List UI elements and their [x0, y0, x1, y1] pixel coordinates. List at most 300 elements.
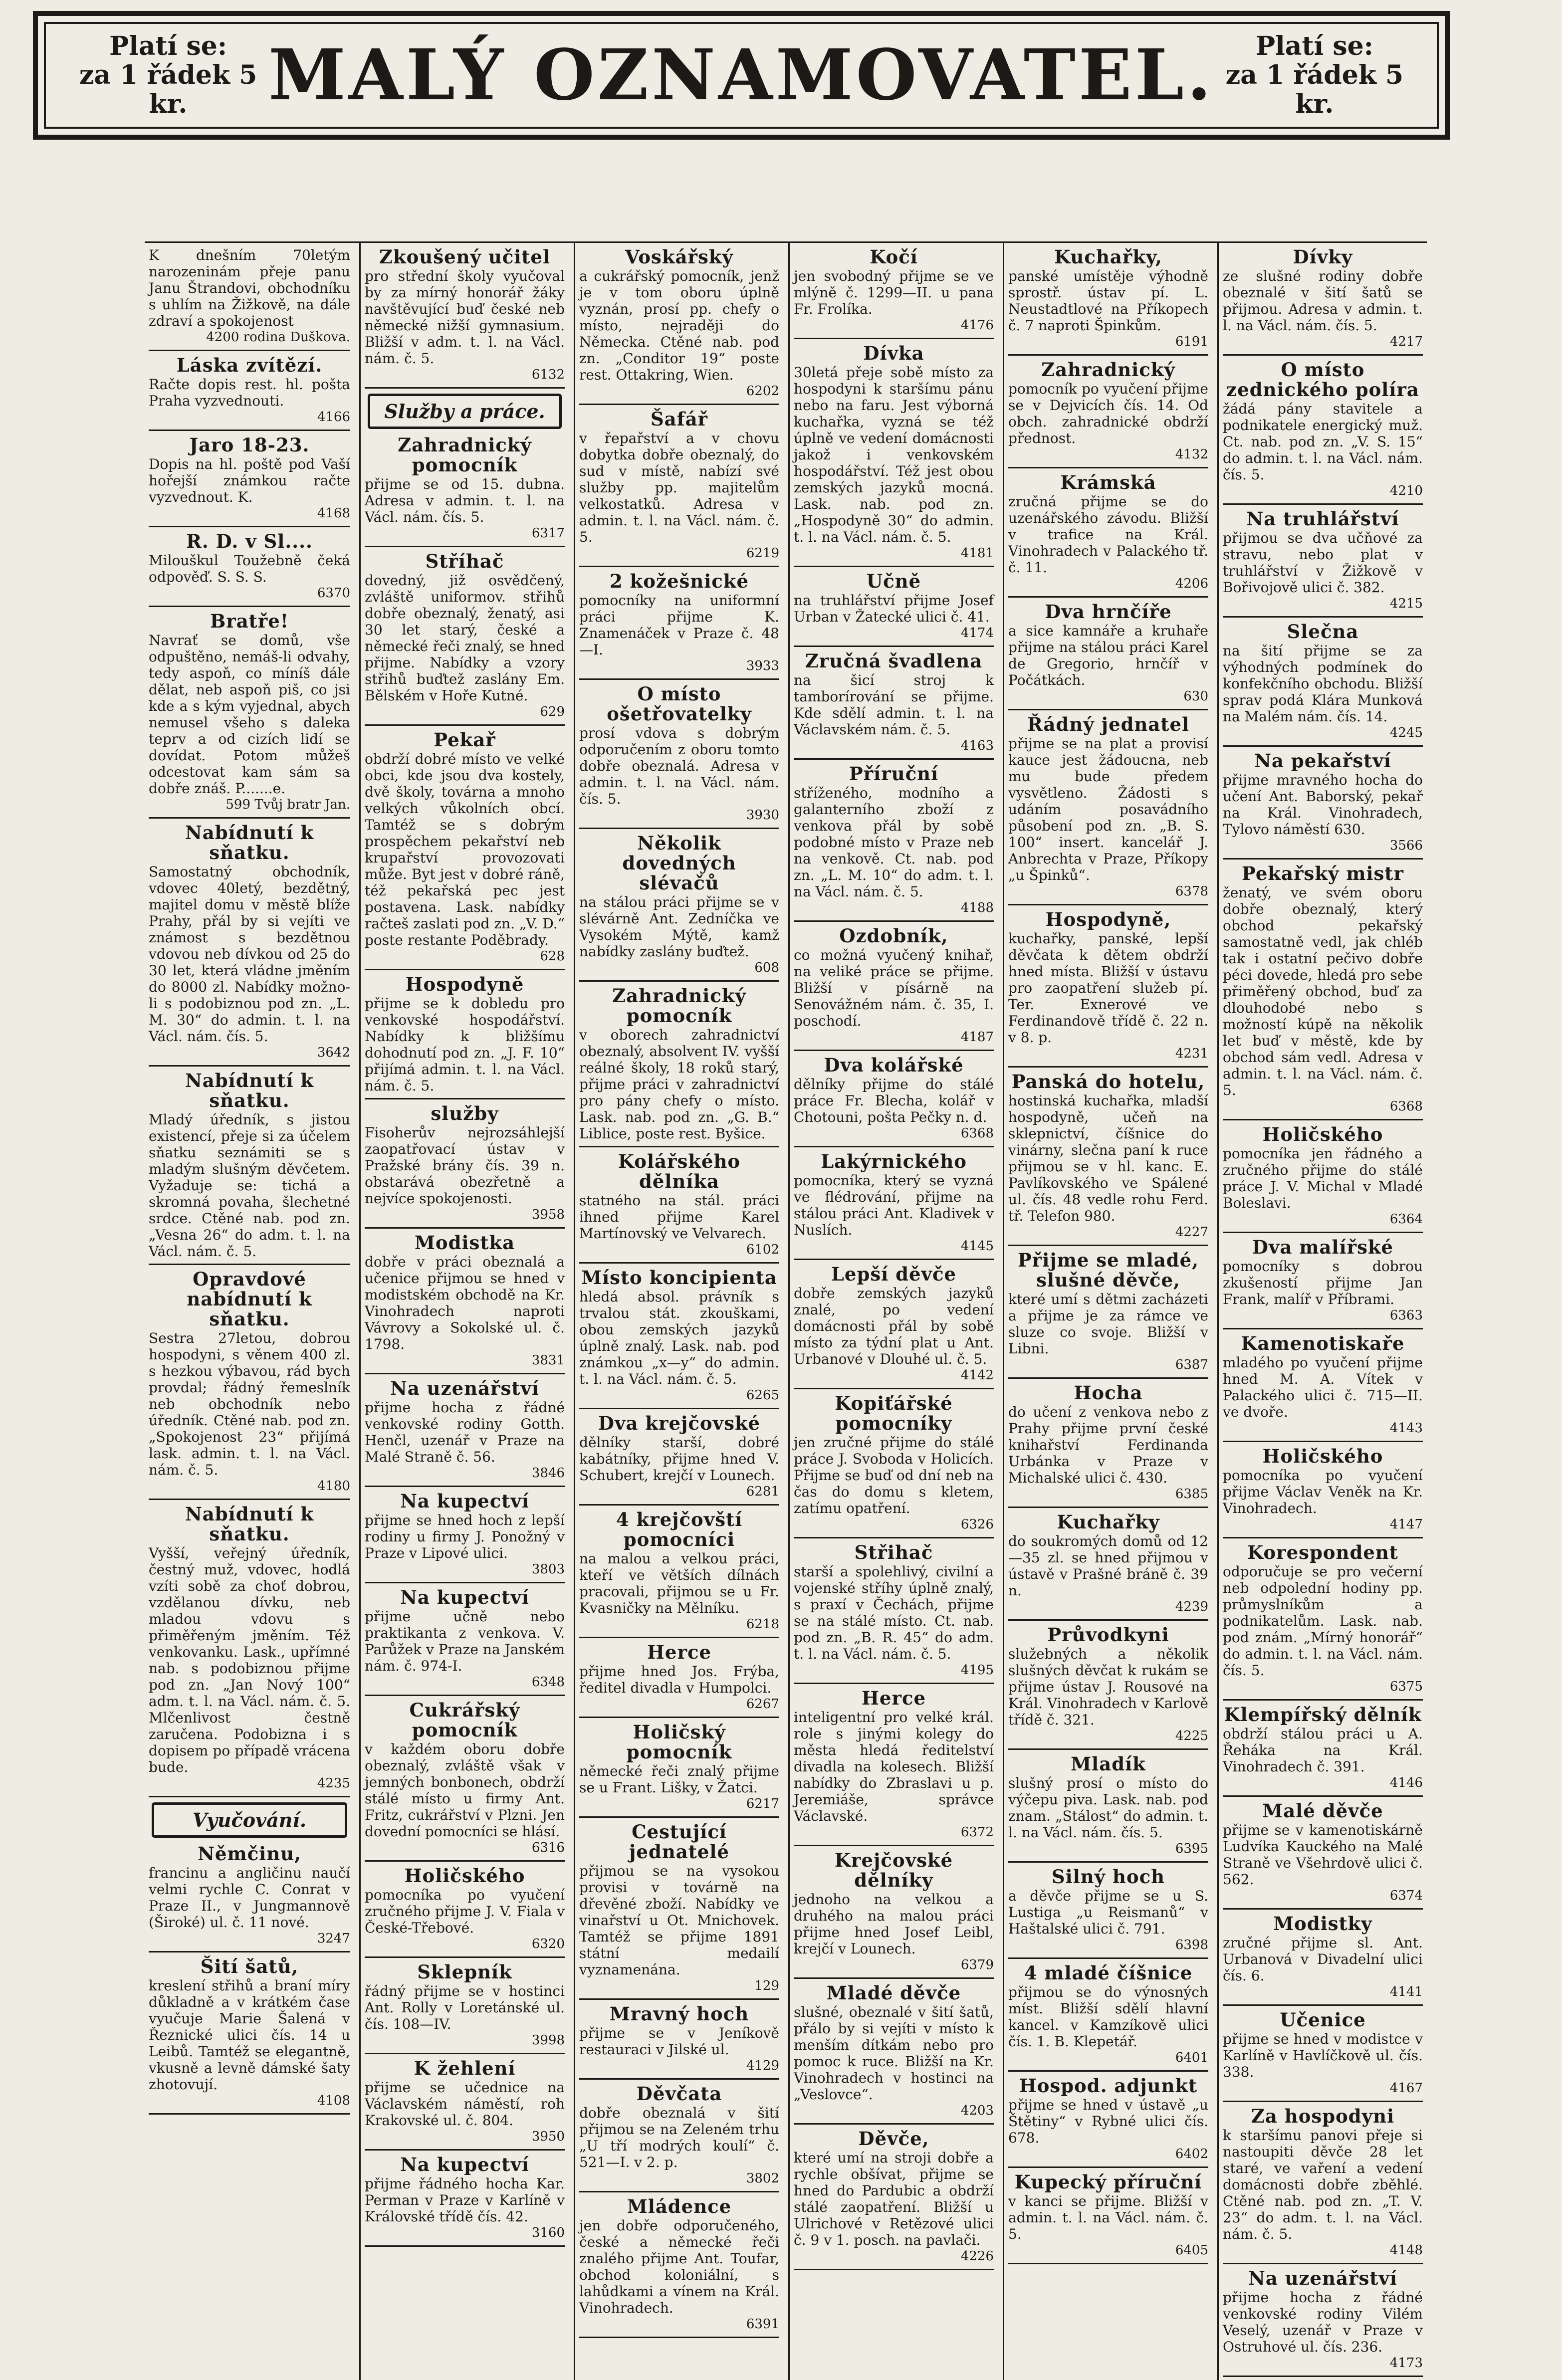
classified-ad	[365, 1490, 565, 1583]
classified-ad	[579, 1150, 779, 1264]
classified-ad	[1008, 246, 1208, 356]
classified-ad	[1223, 1541, 1423, 1701]
ad-heading: Cestující jednatelé	[629, 1821, 729, 1863]
ad-heading: Dva hrnčíře	[1045, 601, 1172, 623]
ad-heading: Láska zvítězí.	[176, 354, 323, 376]
classified-ad	[1223, 1913, 1423, 2006]
ad-heading: Zahradnický pomocník	[612, 985, 746, 1027]
ad-text: jen zručné přijme do stálé práce J. Svoboda v Holicích. Přijme se buď od dní neb na čas do domu s kletem, zatímu opatření.	[794, 1434, 994, 1516]
classified-ad	[794, 925, 994, 1051]
ad-heading: Mladé děvče	[826, 1982, 961, 2004]
section-heading: Vyučování.	[152, 1802, 347, 1838]
ad-reference-number: 4173	[1389, 2356, 1423, 2371]
ad-reference-number: 4203	[960, 2103, 994, 2118]
ad-reference-number: 6267	[746, 1697, 779, 1712]
classified-ad	[149, 822, 350, 1067]
ad-reference-number: 4141	[1389, 1984, 1423, 1999]
classified-ad	[1008, 471, 1208, 598]
column-6	[1217, 243, 1427, 2380]
ad-text: odporučuje se pro večerní neb odpolední hodiny pp. průmyslníkům a podnikatelům. Lask. nab. pod znám. „Mírný honorář“ do admin. t. l. na Václ. nám. čís. 5.	[1223, 1563, 1423, 1679]
ad-text: obdrží stálou práci u A. Řeháka na Král. Vinohradech č. 391.	[1223, 1726, 1423, 1775]
ad-reference-number: 6398	[1175, 1938, 1208, 1952]
ad-heading: Hospodyně	[405, 973, 524, 995]
classified-ad	[1223, 359, 1423, 505]
ad-reference-number: 628	[540, 949, 565, 964]
ad-heading: Několik dovedných slévačů	[622, 832, 736, 894]
ad-heading: Zahradnický pomocník	[398, 434, 532, 476]
ad-heading: Herce	[861, 1687, 926, 1709]
ad-reference-number: 4143	[1389, 1421, 1423, 1436]
ad-heading: Malé děvče	[1262, 1800, 1383, 1822]
ad-heading: Šití šatů,	[200, 1955, 299, 1977]
ad-reference-number: 3933	[746, 658, 779, 673]
ad-text: a děvče přijme se u S. Lustiga „u Reismanů“ v Haštalské ulici č. 791.	[1008, 1888, 1208, 1937]
classified-ad	[149, 354, 350, 431]
ad-text: hostinská kuchařka, mladší hospodyně, učeň na sklepnictví, číšnice do vinárny, slečna paní k ruce přijmou se v hl. kanc. E. Pavlíkovského ve Spálené ul. čís. 48 vedle rohu Ferd. tř. Telefon 980.	[1008, 1092, 1208, 1224]
classified-ad	[579, 246, 779, 405]
ad-heading: Zahradnický	[1041, 359, 1175, 381]
ad-text: pomocníka, který se vyzná ve flédrování, přijme na stálou práci Ant. Kladivek v Nuslích.	[794, 1172, 994, 1238]
ad-reference-number: 6385	[1175, 1487, 1208, 1502]
ad-reference-number: 4167	[1389, 2081, 1423, 2096]
ad-text: přijme se v kamenotiskárně Ludvíka Kauckého na Malé Straně ve Všehrdově ulici č. 562.	[1223, 1822, 1423, 1888]
classified-ad	[1223, 508, 1423, 618]
ad-heading: Nabídnutí k sňatku.	[185, 822, 314, 864]
ad-text: přijmou se do výnosných míst. Bližší sdělí hlavní kancel. v Kamzíkově ulici čís. 1. B. Klepetář.	[1008, 1984, 1208, 2050]
ad-text: hledá absol. právník s trvalou stát. zkouškami, obou zemských jazyků úplně znalý. Lask. nab. pod známkou „x—y“ do admin. t. l. na Václ. nám. č. 5.	[579, 1289, 779, 1387]
ad-text: v kanci se přijme. Bližší v admin. t. l. na Václ. nám. č. 5.	[1008, 2193, 1208, 2242]
classified-ad	[365, 1586, 565, 1696]
classified-ad	[365, 973, 565, 1099]
ad-text: K dnešním 70letým narozeninám přeje panu Janu Štrandovi, obchodníku s uhlím na Žižkově, na dále zdraví a spokojenost	[149, 247, 350, 329]
ad-text: Fisoherův nejrozsáhlejší zaopatřovací ústav v Pražské brány čís. 39 n. obstarává obezřetně a nejvíce spokojenosti.	[365, 1124, 565, 1207]
ad-heading: Holičského	[1262, 1123, 1383, 1145]
ad-heading: Krejčovské dělníky	[834, 1849, 953, 1891]
classified-ad	[365, 1232, 565, 1374]
ad-reference-number: 4217	[1389, 334, 1423, 349]
ad-text: přijme se hned v ústavě „u Štětiny“ v Rybné ulici čís. 678.	[1008, 2097, 1208, 2146]
ad-reference-number: 4163	[960, 738, 994, 753]
section-heading: Služby a práce.	[368, 394, 562, 429]
ad-reference-number: 6219	[746, 546, 779, 561]
ad-text: dobře obeznalá v šití přijmou se na Zeleném trhu „U tří modrých koulí“ č. 521—I. v 2. p.	[579, 2105, 779, 2170]
ad-reference-number: 6378	[1175, 884, 1208, 899]
ad-reference-number: 6379	[960, 1957, 994, 1972]
ad-reference-number: 6326	[960, 1517, 994, 1532]
classified-ad	[149, 1070, 350, 1265]
ad-reference-number: 4145	[960, 1239, 994, 1254]
ad-reference-number: 4146	[1389, 1775, 1423, 1790]
ad-reference-number: 4227	[1175, 1225, 1208, 1240]
ad-reference-number: 4245	[1389, 725, 1423, 740]
ad-heading: Kopiťářské pomocníky	[835, 1392, 953, 1434]
ad-heading: Učně	[866, 570, 921, 592]
classified-ad	[365, 1961, 565, 2054]
ad-text: přijme se na plat a provisí kauce jest žádoucna, neb mu bude předem vysvětleno. Žádosti s udáním posavádního působení pod zn. „B. S. 100“ insert. kancelář J. Anbrechta v Praze, Příkopy „u Špinků“.	[1008, 735, 1208, 883]
ad-reference-number: 3160	[531, 2225, 565, 2240]
ad-text: Dopis na hl. poště pod Vaší hořejší známkou račte vyzvednout. K.	[149, 456, 350, 505]
ad-text: Mladý úředník, s jistou existencí, přeje si za účelem sňatku seznámiti se s mladým slušným děvčetem. Vyžaduje se: tichá a skromná povaha, šlechetné srdce. Ctěné nab. pod zn. „Vesna 26“ do adm. t. l. na Václ. nám. č. 5.	[149, 1111, 350, 1260]
classified-ad	[1223, 1704, 1423, 1797]
ad-text: přijme se učednice na Václavském náměstí, roh Krakovské ul. č. 804.	[365, 2079, 565, 2129]
classified-ad	[794, 342, 994, 567]
ad-text: a cukrářský pomocník, jenž je v tom oboru úplně vyznán, prosí pp. chefy o místo, nejraději do Německa. Ctěné nab. pod zn. „Conditor 19“ poste rest. Ottakring, Wien.	[579, 268, 779, 383]
ad-reference-number: 4174	[960, 626, 994, 641]
ad-text: jen dobře odporučeného, české a německé řeči znalého přijme Ant. Toufar, obchod koloniální, s lahůdkami a vínem na Král. Vinohradech.	[579, 2217, 779, 2316]
ad-heading: Nabídnutí k sňatku.	[185, 1503, 314, 1545]
ad-text: přijmou se na vysokou provisi v továrně na dřevěné zboží. Nabídky ve vinařství u Ot. Mnichovek. Tamtéž se přijme 1891 státní medailí vyznamenána.	[579, 1863, 779, 1978]
column-4	[788, 243, 998, 2380]
ad-text: 30letá přeje sobě místo za hospodyni k staršímu pánu nebo na faru. Jest výborná kuchařka, vyzná se též úplně ve vedení domácnosti jakož i venkovském hospodářství. Též jest obou zemských jazyků mocná. Lask. nab. pod zn. „Hospodyně 30“ do admin. t. l. na Václ. nám. č. 5.	[794, 364, 994, 545]
ad-text: dobře zemských jazyků znalé, po vedení domácnosti přál by sobě místo za týdní plat u Ant. Urbanové v Dlouhé ul. č. 5.	[794, 1285, 994, 1367]
classified-ad	[579, 2083, 779, 2192]
ad-text: německé řeči znalý přijme se u Frant. Lišky, v Žatci.	[579, 1763, 779, 1796]
classified-ad	[1008, 1962, 1208, 2072]
ad-heading: Dívky	[1293, 246, 1353, 268]
classified-columns	[145, 241, 1427, 2371]
classified-ad	[794, 2128, 994, 2270]
ad-reference-number: 6218	[746, 1617, 779, 1632]
classified-ad	[579, 570, 779, 680]
ad-text: přijme učně nebo praktikanta z venkova. V. Parůžek v Praze na Janském nám. č. 974-I.	[365, 1608, 565, 1674]
ad-text: dělníky přijme do stálé práce Fr. Blecha, kolář v Chotouni, pošta Pečky n. d.	[794, 1076, 994, 1125]
ad-reference-number: 129	[754, 1978, 779, 1993]
ad-reference-number: 6370	[317, 586, 350, 601]
classified-ad	[365, 2154, 565, 2247]
ad-text: inteligentní pro velké král. role s jinými kolegy do města hledá ředitelství divadla na kolesech. Bližší nabídky do Zbraslavi u p. Jeremiáše, správce Václavské.	[794, 1709, 994, 1824]
ad-heading: 4 mladé číšnice	[1024, 1962, 1193, 1984]
ad-heading: Panská do hotelu,	[1011, 1071, 1205, 1092]
ad-text: ženatý, ve svém oboru dobře obeznalý, který obchod pekařský samostatně vedl, jak chléb tak i ostatní pečivo dobře péci dovede, hledá pro sebe přiměřený obchod, buď za dlouhodobé nebo s možností kúpě na několik let buď v městě, kde by obchod sám vedl. Adresa v admin. t. l. na Václ. nám. č. 5.	[1223, 884, 1423, 1098]
ad-text: pro střední školy vyučoval by za mírný honorář žáky navštěvující buď české neb německé nižší gymnasium. Bližší v adm. t. l. na Václ. nám. č. 5.	[365, 268, 565, 367]
ad-heading: Jaro 18-23.	[189, 434, 310, 456]
ad-text: které umí na stroji dobře a rychle obšívat, přijme se hned do Pardubic a obdrží stálé zaopatření. Bližší u Ulrichové v Retězové ulici č. 9 v 1. posch. na pavlači.	[794, 2150, 994, 2248]
ad-heading: Hospod. adjunkt	[1019, 2075, 1198, 2097]
ad-heading: Silný hoch	[1051, 1866, 1165, 1888]
ad-reference-number: 6265	[746, 1388, 779, 1403]
ad-reference-number: 3803	[531, 1562, 565, 1577]
ad-text: pomocníky na uniformní práci přijme K. Znamenáček v Praze č. 48—I.	[579, 592, 779, 658]
ad-reference-number: 6348	[531, 1675, 565, 1690]
classified-ad	[579, 2195, 779, 2338]
classified-ad	[149, 1955, 350, 2115]
ad-heading: Modistka	[414, 1232, 515, 1254]
classified-ad	[149, 434, 350, 527]
classified-ad	[1223, 1123, 1423, 1233]
ad-heading: Holičského	[1262, 1445, 1383, 1467]
classified-ad	[579, 985, 779, 1147]
ad-reference-number: 3642	[317, 1045, 350, 1060]
ad-reference-number: 4108	[317, 2093, 350, 2108]
ad-reference-number: 4147	[1389, 1517, 1423, 1532]
classified-ad	[579, 1412, 779, 1506]
ad-text: a sice kamnáře a kruhaře přijme na stálou práci Karel de Gregorio, hrnčíř v Počátkách.	[1008, 623, 1208, 688]
ad-reference-number: 4210	[1389, 483, 1423, 498]
classified-ad	[365, 2057, 565, 2151]
ad-heading: Mravný hoch	[609, 2003, 749, 2025]
classified-ad	[365, 729, 565, 970]
ad-text: Sestra 27letou, dobrou hospodyni, s věnem 400 zl. s hezkou výbavou, rád bych provdal; řádný řemeslník neb obchodník nebo úředník. Ctěné nab. pod zn. „Spokojenost 23“ přijímá lask. admin. t. l. na Václ. nám. č. 5.	[149, 1330, 350, 1478]
classified-ad	[794, 1392, 994, 1538]
classified-ad	[365, 1377, 565, 1487]
classified-ad	[365, 550, 565, 726]
classified-ad	[1223, 1332, 1423, 1442]
ad-text: které umí s dětmi zacházeti a přijme je za rámce ve sluze co svoje. Bližší v Libni.	[1008, 1291, 1208, 1357]
classified-ad	[1008, 1624, 1208, 1750]
ad-heading: Kolářského dělníka	[618, 1150, 741, 1192]
ad-heading: Slečna	[1287, 621, 1359, 643]
ad-text: přijme mravného hocha do učení Ant. Baborský, pekař na Král. Vinohradech, Tylovo náměstí 630.	[1223, 772, 1423, 838]
ad-text: kuchařky, panské, lepší děvčata k dětem obdrží hned místa. Bližší v ústavu pro zaopatření služeb pí. Ter. Exnerové ve Ferdinandově třídě č. 22 n. v 8. p.	[1008, 930, 1208, 1046]
classified-ad	[794, 246, 994, 339]
ad-reference-number: 4181	[960, 546, 994, 561]
ad-text: přijme se hned v modistce v Karlíně v Havlíčkově ul. čís. 338.	[1223, 2031, 1423, 2080]
ad-heading: Místo koncipienta	[581, 1267, 777, 1289]
ad-heading: Ozdobník,	[839, 925, 948, 947]
classified-ad	[579, 1641, 779, 1718]
ad-reference-number: 6395	[1175, 1841, 1208, 1856]
ad-text: přijme se k dobledu pro venkovské hospodářství. Nabídky k bližšímu dohodnutí pod zn. „J. F. 10“ přijímá admin. t. l. na Václ. nám. č. 5.	[365, 995, 565, 1094]
ad-reference-number: 3831	[531, 1353, 565, 1368]
ad-reference-number: 608	[754, 960, 779, 975]
ad-reference-number: 6320	[531, 1937, 565, 1951]
ad-heading: Na truhlářství	[1246, 508, 1399, 530]
ad-heading: Lakýrnického	[821, 1150, 967, 1172]
ad-reference-number: 4142	[960, 1368, 994, 1383]
classified-ad	[579, 1267, 779, 1409]
ad-reference-number: 4168	[317, 506, 350, 521]
ad-heading: Modistky	[1273, 1913, 1372, 1935]
classified-ad	[1008, 601, 1208, 710]
ad-text: dovedný, již osvědčený, zvláště uniformov. střihů dobře obeznalý, ženatý, asi 30 let starý, české a německé řeči znalý, se hned přijme. Nabídky a vzory střihů buďtež zaslány Em. Bělském v Hoře Kutné.	[365, 572, 565, 704]
ad-text: do učení z venkova nebo z Prahy přijme první české knihařství Ferdinanda Urbánka v Praze v Michalské ulici č. 430.	[1008, 1404, 1208, 1486]
classified-ad	[1008, 1753, 1208, 1863]
classified-ad	[794, 763, 994, 922]
classified-ad	[149, 1843, 350, 1952]
ad-reference-number: 3566	[1389, 838, 1423, 853]
classified-ad	[1008, 1249, 1208, 1379]
ad-heading: Lepší děvče	[831, 1263, 957, 1285]
ad-heading: Kočí	[870, 246, 918, 268]
ad-text: v oborech zahradnictví obeznalý, absolvent IV. vyšší reálné školy, 18 roků starý, přijme práci v zahradnictví pro pány chefy o místo. Lask. nab. pod zn. „G. B.“ Liblice, poste rest. Byšice.	[579, 1027, 779, 1142]
ad-text: obdrží dobré místo ve velké obci, kde jsou dva kostely, dvě školy, továrna a mnoho velkých vůkolních obcí. Tamtéž se s dobrým prospěchem pekařství neb krupařství provozovati může. Byt jest v dobré ráně, též pekařská pec jest postavena. Lask. nabídky račteš zaslati pod zn. „V. D.“ poste restante Poděbrady.	[365, 751, 565, 948]
ad-reference-number: 4235	[317, 1776, 350, 1791]
ad-heading: Řádný jednatel	[1027, 713, 1190, 735]
ad-reference-number: 6375	[1389, 1679, 1423, 1694]
ad-reference-number: 6402	[1175, 2147, 1208, 2162]
ad-reference-number: 4188	[960, 900, 994, 915]
ad-text: starší a spolehlivý, civilní a vojenské stříhy úplně znalý, s praxí v Čechách, přijme se na stálé místo. Ct. nab. pod zn. „B. R. 45“ do adm. t. l. na Václ. nám. č. 5.	[794, 1563, 994, 1662]
classified-ad	[579, 832, 779, 982]
ad-reference-number: 6405	[1175, 2243, 1208, 2258]
ad-text: přijme hned Jos. Frýba, ředitel divadla v Humpolci.	[579, 1663, 779, 1696]
classified-ad	[1223, 2009, 1423, 2102]
ad-heading: O místo zednického políra	[1226, 359, 1419, 401]
ad-heading: Na uzenářství	[1248, 2267, 1397, 2289]
ad-text: dělníky starší, dobré kabátníky, přijme hned V. Schubert, krejčí v Lounech.	[579, 1434, 779, 1484]
ad-heading: Přijme se mladé, slušné děvče,	[1017, 1249, 1199, 1291]
ad-reference-number: 6364	[1389, 1212, 1423, 1227]
ad-text: pomocníka po vyučení zručného přijme J. V. Fiala v České-Třebové.	[365, 1887, 565, 1936]
ad-heading: Korespondent	[1247, 1541, 1398, 1563]
ad-text: služebných a několik slušných děvčat k rukám se přijme ústav J. Rousové na Král. Vinohradech v Karlově třídě č. 321.	[1008, 1646, 1208, 1728]
ad-heading: O místo ošetřovatelky	[607, 683, 752, 725]
ad-reference-number: 4200 rodina Duškova.	[206, 330, 350, 345]
classified-ad	[1223, 2105, 1423, 2264]
ad-reference-number: 6202	[746, 384, 779, 399]
ad-reference-number: 3802	[746, 2171, 779, 2186]
classified-ad	[365, 434, 565, 547]
ad-text: slušné, obeznalé v šití šatů, přálo by si vejíti v místo k menším dítkám nebo pro pomoc k ruce. Bližší na Kr. Vinohradech v hostinci na „Veslovce“.	[794, 2004, 994, 2103]
ad-text: pomocník po vyučení přijme se v Dejvicích čís. 14. Od obch. zahradnické obdrží přednost.	[1008, 381, 1208, 446]
ad-text: k staršímu panovi přeje si nastoupiti děvče 28 let staré, ve vaření a vedení domácnosti dobře zběhlé. Ctěné nab. pod zn. „T. V. 23“ do adm. t. l. na Václ. nám. č. 5.	[1223, 2127, 1423, 2242]
ad-text: Račte dopis rest. hl. pošta Praha vyzvednouti.	[149, 376, 350, 409]
ad-heading: 4 krejčovští pomocníci	[616, 1509, 743, 1550]
classified-ad	[1223, 621, 1423, 747]
ad-reference-number: 6387	[1175, 1357, 1208, 1372]
ad-text: pomocníka jen řádného a zručného přijme do stálé práce J. V. Michal v Mladé Boleslavi.	[1223, 1145, 1423, 1211]
classified-ad	[794, 1849, 994, 1979]
classified-ad	[1008, 1382, 1208, 1508]
ad-heading: Holičský pomocník	[626, 1721, 732, 1763]
ad-text: do soukromých domů od 12—35 zl. se hned přijmou v ústavě v Prašné bráně č. 39 n.	[1008, 1533, 1208, 1599]
ad-reference-number: 6368	[1389, 1099, 1423, 1114]
classified-ad	[1008, 2075, 1208, 2168]
ad-reference-number: 4215	[1389, 596, 1423, 611]
ad-heading: Zručná švadlena	[805, 650, 983, 672]
ad-reference-number: 6368	[960, 1126, 994, 1141]
ad-reference-number: 6217	[746, 1796, 779, 1811]
ad-heading: Nabídnutí k sňatku.	[185, 1070, 314, 1111]
classified-ad	[1223, 750, 1423, 860]
ad-heading: Kamenotiskaře	[1241, 1332, 1405, 1354]
ad-heading: Na kupectví	[400, 1490, 529, 1512]
ad-reference-number: 4225	[1175, 1729, 1208, 1743]
classified-ad	[794, 1982, 994, 2125]
ad-reference-number: 3930	[746, 808, 779, 823]
ad-heading: Děvče,	[858, 2128, 929, 2150]
ad-heading: 2 kožešnické	[610, 570, 749, 592]
masthead-banner	[33, 11, 1450, 140]
ad-heading: Průvodkyni	[1047, 1624, 1169, 1646]
classified-ad	[365, 246, 565, 389]
classified-ad	[1223, 2267, 1423, 2377]
classified-ad	[1008, 1511, 1208, 1621]
ad-heading: Na uzenářství	[390, 1377, 539, 1399]
ad-text: přijme hocha z řádné venkovské rodiny Gotth. Henčl, uzenář v Praze na Malé Straně č. 56.	[365, 1399, 565, 1465]
ad-heading: Děvčata	[636, 2083, 722, 2105]
ad-reference-number: 4180	[317, 1479, 350, 1494]
ad-heading: Za hospodyni	[1251, 2105, 1395, 2127]
ad-heading: služby	[431, 1102, 499, 1124]
classified-ad	[149, 610, 350, 819]
ad-text: přijme hocha z řádné venkovské rodiny Vilém Veselý, uzenář v Praze v Ostruhové ul. čís. 236.	[1223, 2289, 1423, 2355]
ad-text: na šití přijme se za výhodných podmínek do konfekčního obchodu. Bližší sprav podá Klára Munková na Malém nám. čís. 14.	[1223, 643, 1423, 725]
ad-text: Samostatný obchodník, vdovec 40letý, bezdětný, majitel domu v městě blíže Prahy, přál by si vejíti ve známost s bezdětnou vdovou neb dívkou od 25 do 30 let, která vládne jměním do 8000 zl. Nabídky možno-li s podobiznou pod zn. „L. M. 30“ do admin. t. l. na Václ. nám. čís. 5.	[149, 864, 350, 1045]
ad-text: jednoho na velkou a druhého na malou práci přijme hned Josef Leibl, krejčí v Lounech.	[794, 1891, 994, 1957]
classified-ad	[149, 1268, 350, 1500]
ad-heading: K žehlení	[414, 2057, 516, 2079]
classified-ad	[794, 1263, 994, 1389]
ad-reference-number: 6191	[1175, 334, 1208, 349]
ad-text: Navrať se domů, vše odpuštěno, nemáš-li odvahy, tedy aspoň, co míníš dále dělat, neb aspoň piš, co jsi kde a s kým vyjednal, abych nemusel všeho s daleka teprv a od cizích lidí se dovídat. Potom můžeš odcestovat kam sám sa dobře znáš. P.......e.	[149, 632, 350, 797]
ad-heading: Opravdové nabídnutí k sňatku.	[187, 1268, 312, 1330]
classified-ad	[1008, 1071, 1208, 1246]
ad-reference-number: 6363	[1389, 1308, 1423, 1323]
ad-reference-number: 3958	[531, 1207, 565, 1222]
ad-heading: Hospodyně,	[1045, 908, 1171, 930]
ad-text: prosí vdova s dobrým odporučením z oboru tomto dobře obeznalá. Adresa v admin. t. l. na Václ. nám. čís. 5.	[579, 725, 779, 807]
ad-reference-number: 3846	[531, 1466, 565, 1481]
ad-reference-number: 4176	[960, 318, 994, 333]
ad-reference-number: 3247	[317, 1931, 350, 1946]
ad-text: slušný prosí o místo do výčepu piva. Lask. nab. pod znam. „Stálost“ do admin. t. l. na Václ. nám. čís. 5.	[1008, 1775, 1208, 1841]
ad-heading: Stříhač	[425, 550, 504, 572]
ad-heading: Na kupectví	[400, 2154, 529, 2175]
ad-heading: Sklepník	[417, 1961, 512, 1983]
classified-ad	[1008, 1866, 1208, 1959]
classified-ad	[579, 1721, 779, 1818]
ad-reference-number: 3950	[531, 2129, 565, 2144]
ad-heading: Klempířský dělník	[1224, 1704, 1422, 1726]
ad-heading: Na kupectví	[400, 1586, 529, 1608]
ad-text: kreslení střihů a braní míry důkladně a v krátkém čase vyučuje Marie Šalená v Řeznické ulici čís. 14 u Leibů. Tamtéž se elegantně, vkusně a levně dámské šaty zhotovují.	[149, 1977, 350, 2093]
ad-text: na šicí stroj k tamborírování se přijme. Kde sdělí admin. t. l. na Václavském nám. č. 5.	[794, 672, 994, 738]
classified-ad	[579, 408, 779, 567]
classified-ad	[365, 1699, 565, 1862]
ad-text: přijme řádného hocha Kar. Perman v Praze v Karlíně v Královské třídě čís. 42.	[365, 2175, 565, 2225]
ad-text: panské umístěje výhodně sprostř. ústav pí. L. Neustadtlové na Příkopech č. 7 naproti Špinkům.	[1008, 268, 1208, 334]
left-price-note: Platí se: za 1 řádek 5 kr.	[79, 31, 257, 119]
ad-heading: Hocha	[1074, 1382, 1143, 1404]
classified-ad	[1223, 1800, 1423, 1910]
ad-text: zručné přijme sl. Ant. Urbanová v Divadelní ulici čís. 6.	[1223, 1935, 1423, 1984]
classified-ad	[149, 246, 350, 351]
classified-ad	[1223, 863, 1423, 1120]
ad-heading: R. D. v Sl....	[186, 530, 313, 552]
ad-reference-number: 4166	[317, 410, 350, 425]
ad-heading: Cukrářský pomocník	[409, 1699, 520, 1741]
ad-text: na stálou práci přijme se v slévárně Ant. Zedníčka ve Vysokém Mýtě, kamž nabídky zaslány buďtež.	[579, 894, 779, 960]
ad-heading: Němčinu,	[198, 1843, 301, 1865]
ad-reference-number: 4129	[746, 2058, 779, 2073]
ad-heading: Mládence	[627, 2195, 732, 2217]
ad-text: francinu a angličinu naučí velmi rychle C. Conrat v Praze II., v Jungmannově (Široké) ul. č. 11 nové.	[149, 1865, 350, 1931]
ad-reference-number: 3998	[531, 2033, 565, 2048]
ad-text: na truhlářství přijme Josef Urban v Žatecké ulici č. 41.	[794, 592, 994, 625]
ad-text: na malou a velkou práci, kteří ve větších dílnách pracovali, přijmou se u Fr. Kvasničky na Mělníku.	[579, 1550, 779, 1616]
ad-heading: Pekařský mistr	[1242, 863, 1404, 884]
ad-reference-number: 6391	[746, 2317, 779, 2332]
ad-heading: Šafář	[650, 408, 708, 430]
ad-text: pomocníka po vyučení přijme Václav Veněk na Kr. Vinohradech.	[1223, 1467, 1423, 1516]
ad-reference-number: 6317	[531, 526, 565, 541]
ad-text: řádný přijme se v hostinci Ant. Rolly v Loretánské ul. čís. 108—IV.	[365, 1983, 565, 2032]
classified-ad	[794, 1054, 994, 1147]
ad-heading: Holičského	[404, 1865, 525, 1887]
ad-reference-number: 4195	[960, 1663, 994, 1678]
ad-text: co možná vyučený knihař, na veliké práce se přijme. Bližší v písárně na Senovážném nám. č. 35, I. poschodí.	[794, 947, 994, 1029]
ad-reference-number: 6316	[531, 1840, 565, 1855]
ad-reference-number: 4226	[960, 2249, 994, 2264]
ad-text: pomocníky s dobrou zkušeností přijme Jan Frank, malíř v Příbrami.	[1223, 1258, 1423, 1307]
classified-ad	[794, 1150, 994, 1260]
ad-text: dobře v práci obeznalá a učenice přijmou se hned v modistském obchodě na Kr. Vinohradech naproti Vávrovy a Sokolské ul. č. 1798.	[365, 1254, 565, 1352]
classified-ad	[794, 570, 994, 647]
right-price-note: Platí se: za 1 řádek 5 kr.	[1225, 31, 1404, 119]
ad-heading: Herce	[647, 1641, 712, 1663]
ad-text: stříženého, modního a galanterního zboží z venkova přál by sobě podobné místo v Praze neb na venkově. Ct. nab. pod zn. „L. M. 10“ do adm. t. l. na Václ. nám. č. 5.	[794, 785, 994, 900]
